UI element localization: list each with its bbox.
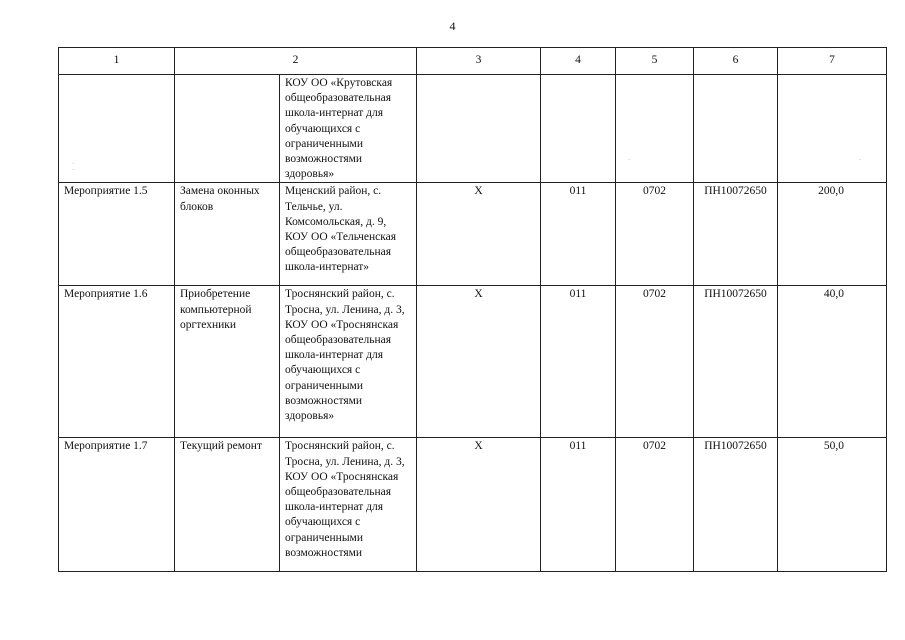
table-row	[59, 438, 887, 572]
measure-cell: Мероприятие 1.6	[59, 286, 175, 438]
amount-cell: 40,0	[778, 286, 887, 438]
amount-cell: 200,0	[778, 183, 887, 286]
scan-speck: ·	[72, 166, 75, 174]
header-cell-7: 7	[778, 48, 887, 75]
marker-text: Х	[474, 440, 483, 453]
section-cell: 0702	[616, 183, 694, 286]
header-cell-6: 6	[694, 48, 778, 75]
target-article-cell: ПН10072650	[694, 286, 778, 438]
amount-text: 50,0	[823, 440, 844, 453]
amount-cell	[778, 75, 887, 183]
target-article-cell	[694, 438, 778, 572]
address-cell: КОУ ОО «Крутовская общеобразовательная школа-интернат для обучающихся с ограниченными возможностями здоровья»	[280, 75, 417, 183]
target-article-text: ПН10072650	[704, 440, 767, 453]
scan-speck: ·	[72, 160, 75, 168]
measure-cell	[59, 75, 175, 183]
header-cell-4: 4	[541, 48, 616, 75]
measure-text: Мероприятие 1.7	[64, 440, 148, 453]
address-cell: Троснянский район, с. Тросна, ул. Ленина, д. 3, КОУ ОО «Троснянская общеобразовательная школа-интернат для обучающихся с ограниченными возможностями здоровья»	[280, 286, 417, 438]
work-text: Текущий ремонт	[180, 440, 262, 453]
address-text: Троснянский район, с. Тросна, ул. Ленина, д. 3, КОУ ОО «Троснянская общеобразовательная школа-интернат для обучающихся с ограниченными возможностями	[285, 440, 405, 559]
target-article-cell	[694, 75, 778, 183]
code-cell: 011	[541, 286, 616, 438]
code-cell	[541, 438, 616, 572]
address-cell: Мценский район, с. Тельчье, ул. Комсомольская, д. 9, КОУ ОО «Тельченская общеобразовательная школа-интернат»	[280, 183, 417, 286]
table-row	[59, 286, 887, 438]
marker-cell	[417, 75, 541, 183]
section-cell	[616, 438, 694, 572]
section-cell	[616, 75, 694, 183]
work-cell: Замена оконных блоков	[175, 183, 280, 286]
header-cell-3: 3	[417, 48, 541, 75]
table-row	[59, 183, 887, 286]
amount-cell	[778, 438, 887, 572]
measure-cell: Мероприятие 1.5	[59, 183, 175, 286]
section-cell: 0702	[616, 286, 694, 438]
measure-cell	[59, 438, 175, 572]
marker-cell: Х	[417, 286, 541, 438]
header-cell-1: 1	[59, 48, 175, 75]
marker-cell: Х	[417, 183, 541, 286]
code-cell	[541, 75, 616, 183]
measures-table	[58, 47, 887, 572]
table-row	[59, 75, 887, 183]
scan-speck: ·	[834, 451, 837, 459]
header-row	[59, 48, 887, 75]
scan-speck: ·	[628, 156, 631, 164]
code-text: 011	[569, 440, 587, 453]
target-article-cell: ПН10072650	[694, 183, 778, 286]
page-number: 4	[449, 19, 456, 33]
marker-cell	[417, 438, 541, 572]
code-cell: 011	[541, 183, 616, 286]
scan-speck: ·	[859, 156, 862, 164]
address-cell	[280, 438, 417, 572]
section-text: 0702	[643, 440, 666, 453]
header-cell-5: 5	[616, 48, 694, 75]
work-cell: Приобретение компьютерной оргтехники	[175, 286, 280, 438]
work-cell	[175, 75, 280, 183]
header-cell-2: 2	[175, 48, 417, 75]
work-cell	[175, 438, 280, 572]
